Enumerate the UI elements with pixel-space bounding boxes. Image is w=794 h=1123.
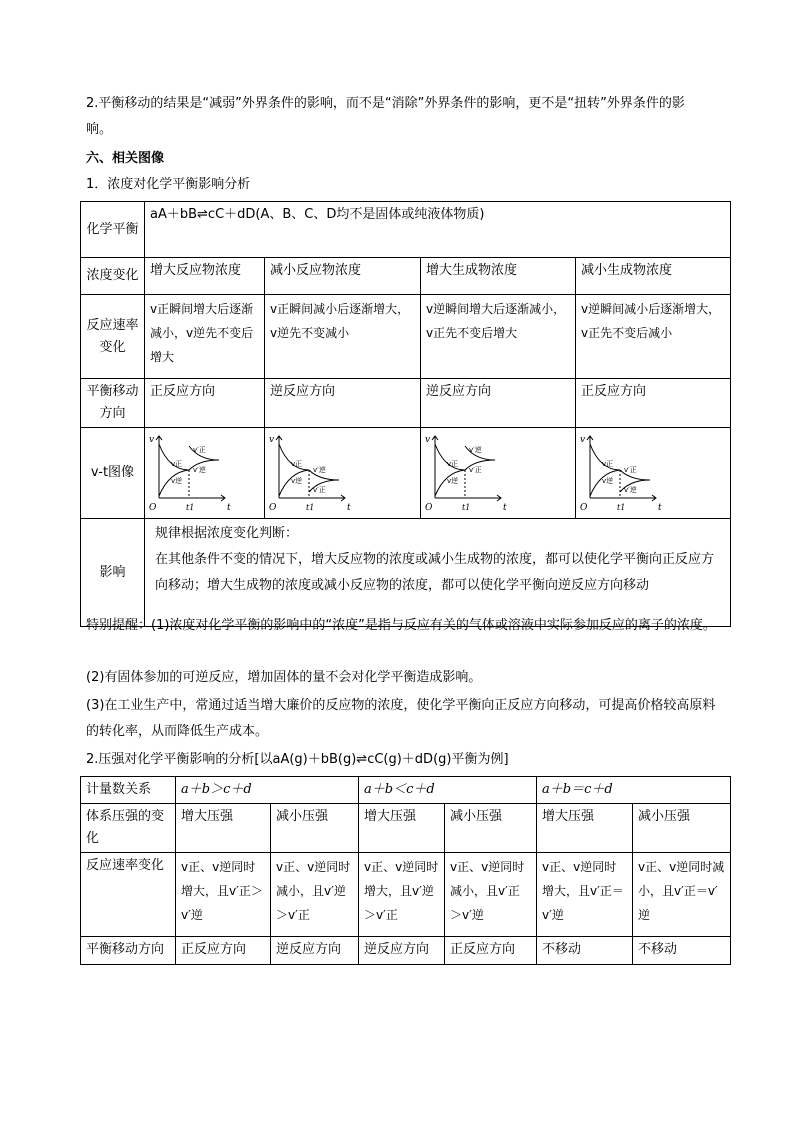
pressure-shift-cell: 正反应方向: [445, 937, 537, 965]
vt-graph-cell: [421, 428, 576, 519]
forward-rate-label: v正: [291, 460, 303, 468]
concentration-change-cell: 增大生成物浓度: [421, 258, 576, 295]
forward-rate-label: v正: [447, 460, 459, 468]
row-label-influence: 影响: [81, 519, 145, 627]
pressure-change-cell: 增大压强: [537, 804, 633, 853]
t1-label: t1: [306, 503, 315, 512]
pressure-rate-cell: v正、v逆同时增大，且v′正＞v′逆: [176, 853, 271, 937]
origin-label: O: [425, 503, 433, 513]
new-rate-label-bottom: v′逆: [624, 486, 637, 494]
vt-graph-cell: [576, 428, 731, 519]
t1-label: t1: [617, 503, 626, 512]
reverse-rate-label: v逆: [602, 477, 614, 485]
pressure-shift-cell: 正反应方向: [176, 937, 271, 965]
new-rate-label-bottom: v′正: [469, 466, 482, 474]
pressure-shift-cell: 不移动: [633, 937, 731, 965]
note-3: (3)在工业生产中，常通过适当增大廉价的反应物的浓度，使化学平衡向正反应方向移动，可提高价格较高原料的转化率，从而降低生产成本。: [86, 698, 716, 739]
section-heading: 六、相关图像: [86, 151, 165, 166]
pressure-shift-cell: 不移动: [537, 937, 633, 965]
reverse-rate-label: v逆: [171, 477, 183, 485]
row-label-coefficients: 计量数关系: [81, 777, 176, 804]
origin-label: O: [580, 503, 588, 513]
row-label-pressure-change: 体系压强的变化: [81, 804, 176, 853]
new-rate-label-bottom: v′正: [313, 486, 326, 494]
v-label: v: [580, 435, 586, 445]
pressure-change-cell: 减小压强: [633, 804, 731, 853]
equilibrium-equation: aA＋bB⇌cC＋dD(A、B、C、D均不是固体或纯液体物质): [145, 202, 731, 258]
new-rate-label-top: v′正: [624, 466, 637, 474]
pressure-rate-cell: v正、v逆同时增大，且v′正＝v′逆: [537, 853, 633, 937]
vt-graph-2: [267, 430, 381, 514]
pressure-rate-cell: v正、v逆同时减小，且v′正＞v′逆: [445, 853, 537, 937]
origin-label: O: [149, 503, 157, 513]
row-label-rate-change: 反应速率变化: [81, 853, 176, 937]
concentration-change-cell: 减小生成物浓度: [576, 258, 731, 295]
coefficient-relation: a＋b＜c＋d: [359, 777, 537, 804]
note-2: (2)有固体参加的可逆反应，增加固体的量不会对化学平衡造成影响。: [86, 670, 482, 685]
paragraph-line-1: 2.平衡移动的结果是“减弱”外界条件的影响，而不是“消除”外界条件的影响，更不是“扭转”外界条件的影: [86, 96, 685, 111]
row-label-concentration-change: 浓度变化: [81, 258, 145, 295]
t1-label: t1: [186, 503, 195, 512]
influence-body: 在其他条件不变的情况下，增大反应物的浓度或减小生成物的浓度，都可以使化学平衡向正反应方向移动；增大生成物的浓度或减小反应物的浓度，都可以使化学平衡向逆反应方向移动: [155, 552, 715, 593]
pressure-rate-cell: v正、v逆同时增大，且v′逆＞v′正: [359, 853, 445, 937]
rate-change-cell: v正瞬间增大后逐渐减小，v逆先不变后增大: [145, 295, 265, 379]
v-label: v: [425, 435, 431, 445]
rate-change-cell: v逆瞬间减小后逐渐增大，v正先不变后减小: [576, 295, 731, 379]
shift-direction-cell: 正反应方向: [145, 379, 265, 428]
shift-direction-cell: 逆反应方向: [421, 379, 576, 428]
v-label: v: [149, 435, 155, 445]
rate-change-cell: v正瞬间减小后逐渐增大，v逆先不变减小: [265, 295, 421, 379]
pressure-change-cell: 减小压强: [445, 804, 537, 853]
influence-title: 规律根据浓度变化判断：: [155, 526, 299, 541]
vt-graph-3: [423, 430, 537, 514]
row-label-equilibrium: 化学平衡: [81, 202, 145, 258]
pressure-change-cell: 增大压强: [176, 804, 271, 853]
paragraph-line-2: 响。: [86, 122, 113, 137]
row-label-shift-direction: 平衡移动方向: [81, 937, 176, 965]
origin-label: O: [269, 503, 277, 513]
coefficient-relation: a＋b＞c＋d: [176, 777, 359, 804]
concentration-change-cell: 增大反应物浓度: [145, 258, 265, 295]
row-label-rate-change: 反应速率变化: [81, 295, 145, 379]
t-label: t: [227, 503, 231, 513]
row-label-shift-direction: 平衡移动方向: [81, 379, 145, 428]
concentration-table: [80, 201, 731, 627]
reverse-rate-label: v逆: [447, 477, 459, 485]
pressure-rate-cell: v正、v逆同时减小，且v′正＝v′逆: [633, 853, 731, 937]
vt-graph-1: [147, 430, 261, 514]
shift-direction-cell: 正反应方向: [576, 379, 731, 428]
vt-graph-cell: [145, 428, 265, 519]
forward-rate-label: v正: [171, 460, 183, 468]
concentration-change-cell: 减小反应物浓度: [265, 258, 421, 295]
influence-cell: [145, 519, 731, 627]
t-label: t: [347, 503, 351, 513]
vt-graph-cell: [265, 428, 421, 519]
new-rate-label-top: v′正: [193, 446, 206, 454]
vt-graph-4: [578, 430, 692, 514]
forward-rate-label: v正: [602, 460, 614, 468]
t-label: t: [503, 503, 507, 513]
v-label: v: [269, 435, 275, 445]
t-label: t: [658, 503, 662, 513]
new-rate-label-top: v′逆: [313, 466, 326, 474]
pressure-shift-cell: 逆反应方向: [271, 937, 359, 965]
new-rate-label-top: v′逆: [469, 446, 482, 454]
pressure-table: [80, 776, 731, 965]
rate-change-cell: v逆瞬间增大后逐渐减小，v正先不变后增大: [421, 295, 576, 379]
paragraph-principle: [86, 91, 720, 143]
pressure-shift-cell: 逆反应方向: [359, 937, 445, 965]
shift-direction-cell: 逆反应方向: [265, 379, 421, 428]
new-rate-label-bottom: v′逆: [193, 466, 206, 474]
subheading-pressure: 2.压强对化学平衡影响的分析[以aA(g)＋bB(g)⇌cC(g)＋dD(g)平衡为例]: [86, 752, 509, 767]
reverse-rate-label: v逆: [291, 477, 303, 485]
coefficient-relation: a＋b＝c＋d: [537, 777, 731, 804]
pressure-rate-cell: v正、v逆同时减小，且v′逆＞v′正: [271, 853, 359, 937]
pressure-change-cell: 减小压强: [271, 804, 359, 853]
subheading-concentration: 1．浓度对化学平衡影响分析: [86, 177, 251, 192]
pressure-change-cell: 增大压强: [359, 804, 445, 853]
t1-label: t1: [462, 503, 471, 512]
row-label-vt-graph: v-t图像: [81, 428, 145, 519]
note-1: 特别提醒：(1)浓度对化学平衡的影响中的“浓度”是指与反应有关的气体或溶液中实际参加反应的离子的浓度。: [86, 618, 716, 633]
